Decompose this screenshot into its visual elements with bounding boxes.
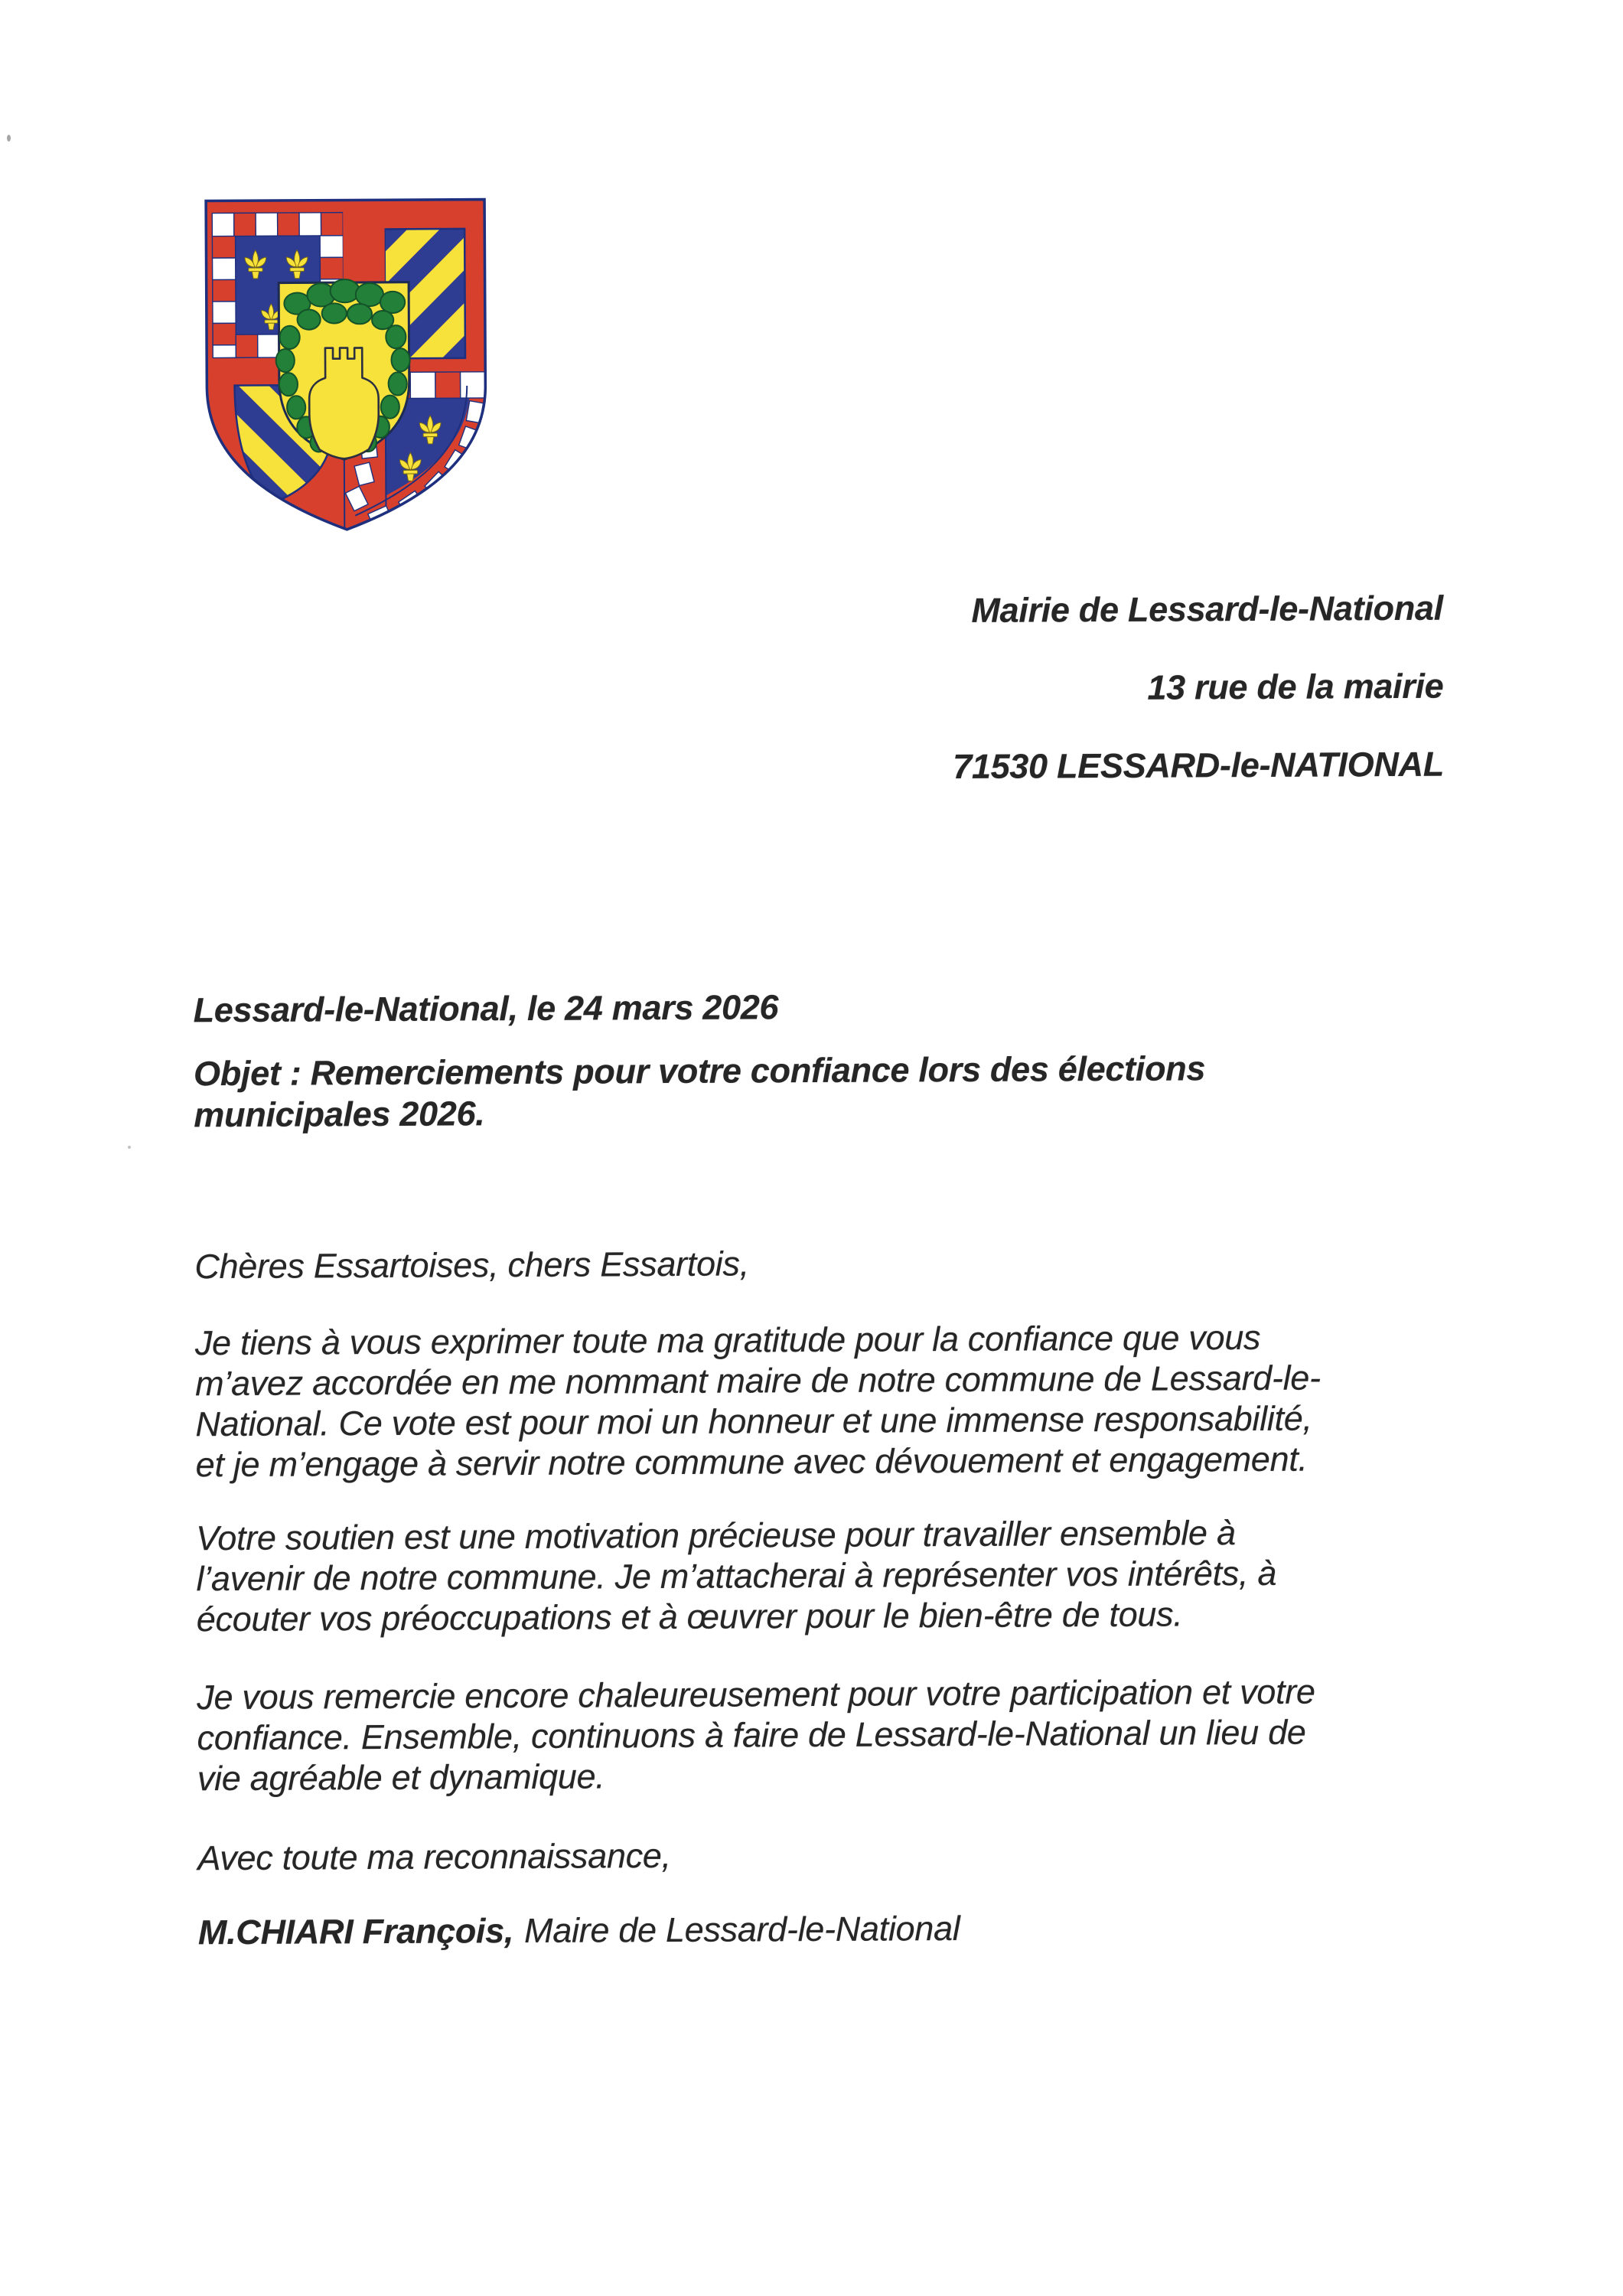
subject-block [194, 1048, 1206, 1136]
sender-street-line: 13 rue de la mairie [1147, 666, 1444, 707]
subject-line: Objet : Remerciements pour votre confiance lors des élections [193, 1049, 1206, 1094]
date-line: Lessard-le-National, le 24 mars 2026 [193, 987, 779, 1030]
signature-name: M.CHIARI François, [197, 1911, 514, 1952]
sender-address-block [952, 569, 1444, 806]
subject-line: municipales 2026. [194, 1094, 485, 1135]
salutation: Chères Essartoises, chers Essartois, [194, 1244, 749, 1287]
signature-line [198, 1908, 960, 1952]
sender-name-line: Mairie de Lessard-le-National [971, 588, 1444, 630]
body-paragraph: Je vous remercie encore chaleureusement pour votre participation et votre confiance. Ensemble, continuons à faire de Lessard-le-National un lieu de vie agréable et dynamique. [197, 1671, 1315, 1799]
closing-line: Avec toute ma reconnaissance, [197, 1835, 671, 1878]
sender-city-line: 71530 LESSARD-le-NATIONAL [953, 744, 1445, 787]
coat-of-arms-icon [203, 191, 489, 535]
body-paragraph: Votre soutien est une motivation précieuse pour travailler ensemble à l’avenir de notre commune. Je m’attacherai à représenter vos intérêts, à écouter vos préoccupations et à œuvrer pour le bien-être de tous. [196, 1513, 1277, 1639]
signature-title: Maire de Lessard-le-National [523, 1909, 960, 1950]
body-paragraph: Je tiens à vous exprimer toute ma gratitude pour la confiance que vous m’avez accordée en me nommant maire de notre commune de Lessard-le- National. Ce vote est pour moi un honneur et une immense responsabilité, et je m’engage à servir notre commune avec dévouement et engagement. [194, 1317, 1321, 1485]
